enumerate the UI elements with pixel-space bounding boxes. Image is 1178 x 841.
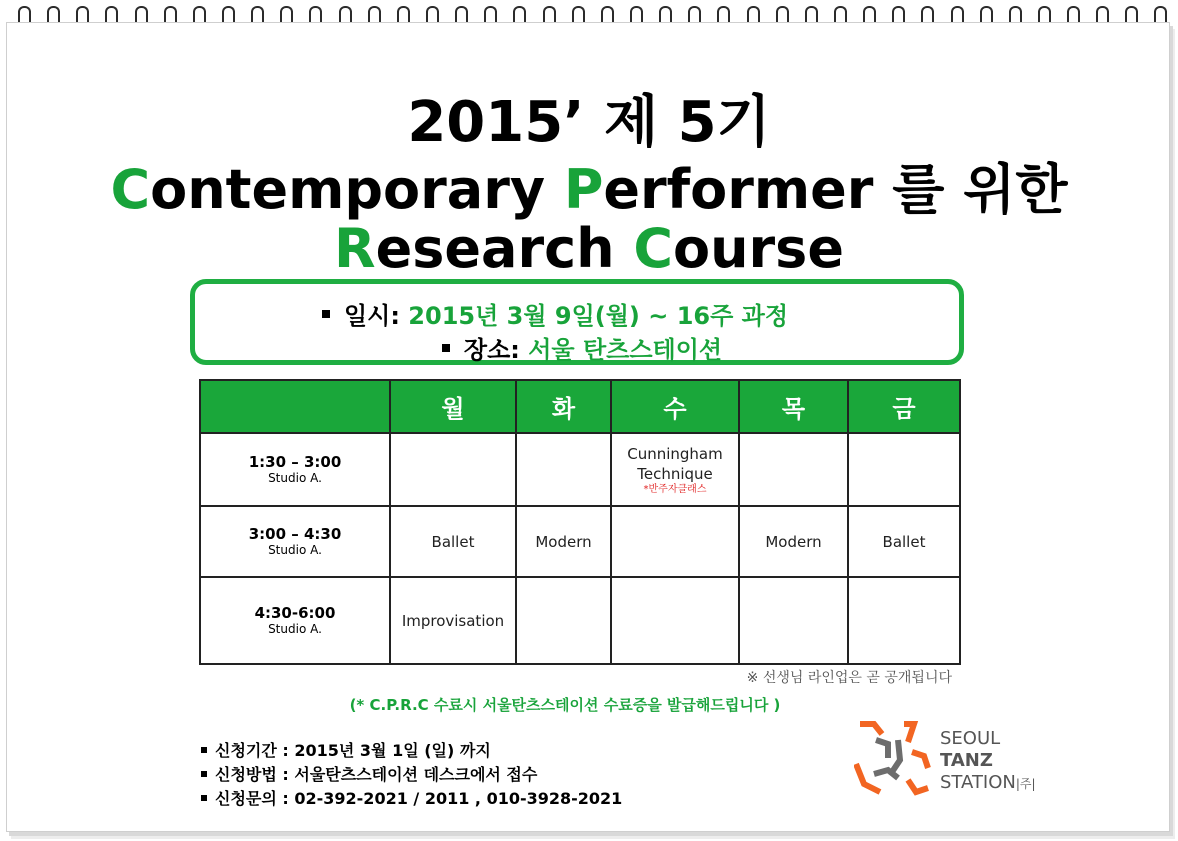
title-text: erformer 를 위한	[603, 158, 1068, 221]
logo-mark-icon	[854, 718, 934, 798]
bullet-icon	[322, 310, 330, 318]
class-cell	[516, 577, 611, 664]
title-initial-r: R	[334, 217, 376, 280]
info-place	[200, 330, 964, 365]
logo-line-1: SEOUL	[940, 728, 1001, 749]
class-cell	[611, 506, 739, 577]
schedule-table	[199, 379, 961, 665]
apply-method-text: 신청방법 : 서울탄츠스테이션 데스크에서 접수	[215, 765, 538, 784]
table-row	[200, 577, 960, 664]
header-day: 수	[611, 380, 739, 433]
table-row	[200, 506, 960, 577]
class-cell	[848, 433, 960, 507]
bullet-icon	[442, 344, 450, 352]
certificate-note: (* C.P.R.C 수료시 서울탄츠스테이션 수료증을 발급해드립니다 )	[349, 696, 781, 714]
bullet-icon	[201, 795, 207, 801]
lineup-note: ※ 선생님 라인업은 곧 공개됩니다	[746, 670, 952, 686]
header-day: 금	[848, 380, 960, 433]
apply-contact-text: 신청문의 : 02-392-2021 / 2011 , 010-3928-2021	[215, 789, 623, 808]
bullet-icon	[201, 771, 207, 777]
title-line-2	[0, 147, 1178, 224]
class-name: Cunningham Technique	[627, 444, 723, 483]
studio-label: Studio A.	[268, 543, 322, 558]
header-empty	[200, 380, 390, 433]
logo-station: STATION	[940, 772, 1016, 793]
apply-contact	[201, 786, 622, 809]
class-cell	[611, 577, 739, 664]
class-cell	[390, 433, 516, 507]
time-range: 4:30-6:00	[254, 604, 336, 623]
class-cell: Modern	[516, 506, 611, 577]
place-label: 장소:	[463, 336, 520, 364]
title-text: ontemporary	[150, 158, 564, 221]
studio-label: Studio A.	[268, 470, 322, 485]
studio-label: Studio A.	[268, 622, 322, 637]
time-range: 3:00 – 4:30	[248, 525, 342, 544]
class-cell	[739, 433, 848, 507]
class-cell: Modern	[739, 506, 848, 577]
table-header-row	[200, 380, 960, 433]
place-value: 서울 탄츠스테이션	[528, 336, 723, 364]
date-label: 일시:	[343, 302, 400, 330]
logo-wordmark	[940, 728, 1036, 795]
title-text: ourse	[673, 217, 844, 280]
class-cell: Ballet	[848, 506, 960, 577]
apply-period-text: 신청기간 : 2015년 3월 1일 (일) 까지	[215, 741, 491, 760]
title-initial-c: C	[633, 217, 673, 280]
title-text: esearch	[375, 217, 634, 280]
class-cell: Ballet	[390, 506, 516, 577]
class-cell	[611, 433, 739, 507]
table-row	[200, 433, 960, 507]
logo-line-3	[940, 772, 1036, 795]
header-day: 월	[390, 380, 516, 433]
title-initial-p: P	[563, 158, 604, 221]
time-range: 1:30 – 3:00	[248, 452, 342, 471]
time-cell	[200, 506, 390, 577]
seoul-tanz-station-logo	[854, 718, 1054, 798]
class-cell: Improvisation	[390, 577, 516, 664]
title-line-3	[0, 217, 1178, 280]
logo-suffix: |주|	[1015, 777, 1036, 791]
accompanist-note: *반주자클래스	[643, 483, 707, 495]
time-cell	[200, 577, 390, 664]
info-date	[173, 296, 937, 331]
header-day: 목	[739, 380, 848, 433]
class-cell	[848, 577, 960, 664]
title-initial-c: C	[110, 158, 151, 221]
apply-method	[201, 762, 537, 785]
apply-period	[201, 738, 491, 761]
time-cell	[200, 433, 390, 507]
bullet-icon	[201, 747, 207, 753]
logo-line-2: TANZ	[940, 750, 993, 771]
date-value: 2015년 3월 9일(월) ~ 16주 과정	[408, 302, 789, 330]
info-box	[190, 279, 964, 365]
title-line-1: 2015’ 제 5기	[407, 90, 771, 155]
class-cell	[739, 577, 848, 664]
header-day: 화	[516, 380, 611, 433]
class-cell	[516, 433, 611, 507]
